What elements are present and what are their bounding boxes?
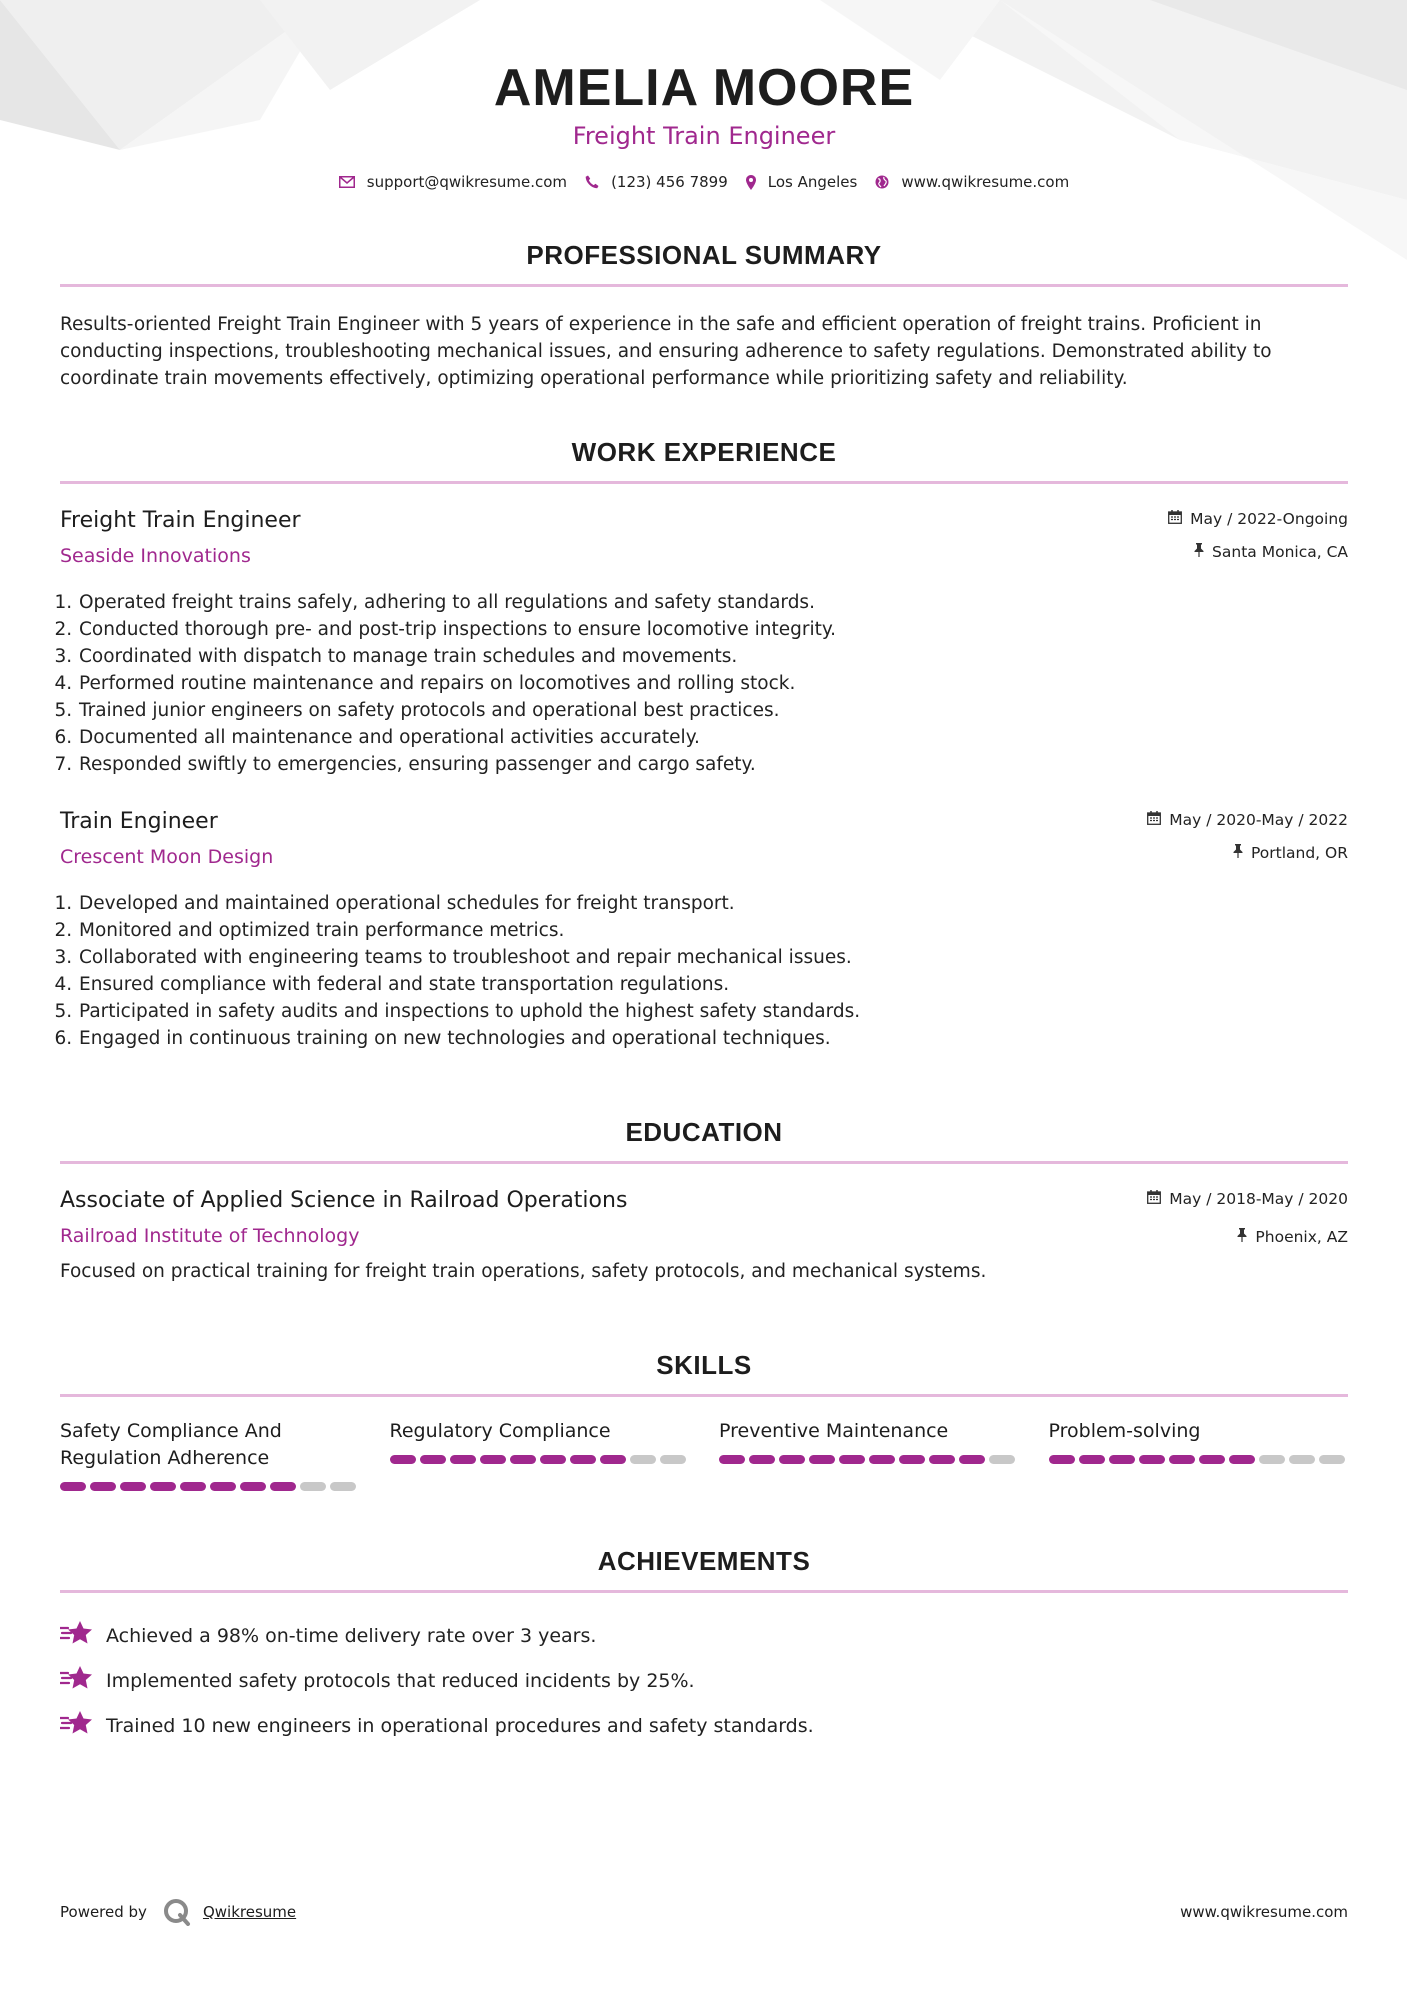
skill-item xyxy=(390,1418,690,1491)
education-dates: May / 2018-May / 2020 xyxy=(1169,1190,1348,1208)
globe-icon xyxy=(875,175,889,189)
skill-segment-filled xyxy=(809,1455,835,1464)
skills-list xyxy=(60,1418,1348,1491)
skill-segment-filled xyxy=(779,1455,805,1464)
skill-segment-empty xyxy=(989,1455,1015,1464)
achievements-list xyxy=(60,1613,1348,1748)
skill-segment-filled xyxy=(1139,1455,1165,1464)
section-title-summary: PROFESSIONAL SUMMARY xyxy=(526,240,882,270)
contact-location-text: Los Angeles xyxy=(767,173,858,191)
skill-segment-filled xyxy=(60,1482,86,1491)
list-item: 5. Trained junior engineers on safety protocols and operational best practices. xyxy=(78,697,1348,724)
candidate-title: Freight Train Engineer xyxy=(572,122,836,150)
map-pin-icon xyxy=(746,175,756,190)
experience-company: Seaside Innovations xyxy=(60,545,251,567)
experience-bullets xyxy=(60,589,1348,778)
skill-name: Preventive Maintenance xyxy=(719,1420,949,1442)
skill-segment-filled xyxy=(390,1455,416,1464)
list-item: 7. Responded swiftly to emergencies, ensuring passenger and cargo safety. xyxy=(78,751,1348,778)
skill-segment-filled xyxy=(749,1455,775,1464)
skill-segment-empty xyxy=(1259,1455,1285,1464)
experience-location: Santa Monica, CA xyxy=(1212,543,1348,561)
section-divider xyxy=(60,1590,1348,1593)
pushpin-icon xyxy=(1194,543,1204,561)
skill-segment-empty xyxy=(330,1482,356,1491)
skill-item xyxy=(719,1418,1019,1491)
skill-name: Regulatory Compliance xyxy=(389,1420,611,1442)
list-item: 4. Performed routine maintenance and repairs on locomotives and rolling stock. xyxy=(78,670,1348,697)
education-description: Focused on practical training for freight train operations, safety protocols, and mechanical systems. xyxy=(60,1261,987,1282)
list-item: 3. Collaborated with engineering teams to troubleshoot and repair mechanical issues. xyxy=(78,944,1348,971)
experience-dates: May / 2022-Ongoing xyxy=(1190,510,1348,528)
skill-segment-filled xyxy=(150,1482,176,1491)
skill-level-bar xyxy=(390,1455,690,1464)
education-location: Phoenix, AZ xyxy=(1255,1228,1348,1246)
skill-segment-filled xyxy=(869,1455,895,1464)
section-title-education: EDUCATION xyxy=(625,1117,783,1147)
achievement-text: Achieved a 98% on-time delivery rate over 3 years. xyxy=(106,1624,597,1647)
skill-segment-filled xyxy=(570,1455,596,1464)
skill-item xyxy=(1049,1418,1349,1491)
list-item xyxy=(60,1613,1348,1658)
skill-segment-empty xyxy=(630,1455,656,1464)
footer xyxy=(60,1898,1348,1926)
education-item xyxy=(60,1188,1348,1282)
experience-item xyxy=(60,508,1348,778)
skill-level-bar xyxy=(1049,1455,1349,1464)
skill-segment-filled xyxy=(899,1455,925,1464)
section-divider xyxy=(60,284,1348,287)
skill-segment-filled xyxy=(450,1455,476,1464)
pushpin-icon xyxy=(1233,844,1243,862)
skill-name: Problem-solving xyxy=(1048,1420,1201,1442)
skill-segment-filled xyxy=(90,1482,116,1491)
skill-segment-filled xyxy=(1229,1455,1255,1464)
experience-meta xyxy=(1147,811,1348,862)
skill-segment-filled xyxy=(420,1455,446,1464)
qwikresume-logo-icon xyxy=(163,1898,191,1926)
contact-info xyxy=(60,173,1348,191)
phone-icon xyxy=(585,175,599,189)
contact-email[interactable] xyxy=(339,173,567,191)
skill-segment-empty xyxy=(1289,1455,1315,1464)
skill-segment-filled xyxy=(1169,1455,1195,1464)
section-divider xyxy=(60,1161,1348,1164)
section-title-skills: SKILLS xyxy=(656,1350,752,1380)
shooting-star-icon xyxy=(60,1620,94,1651)
section-divider xyxy=(60,1394,1348,1397)
list-item: 3. Coordinated with dispatch to manage train schedules and movements. xyxy=(78,643,1348,670)
skill-segment-filled xyxy=(180,1482,206,1491)
skill-level-bar xyxy=(719,1455,1019,1464)
skill-segment-filled xyxy=(719,1455,745,1464)
education-degree: Associate of Applied Science in Railroad Operations xyxy=(60,1188,628,1213)
section-title-achievements: ACHIEVEMENTS xyxy=(597,1546,811,1576)
experience-company: Crescent Moon Design xyxy=(60,846,274,868)
experience-location: Portland, OR xyxy=(1250,844,1348,862)
skill-segment-filled xyxy=(839,1455,865,1464)
list-item: 1. Operated freight trains safely, adhering to all regulations and safety standards. xyxy=(78,589,1348,616)
achievement-text: Trained 10 new engineers in operational procedures and safety standards. xyxy=(106,1714,814,1737)
skill-segment-filled xyxy=(1049,1455,1075,1464)
skill-segment-filled xyxy=(540,1455,566,1464)
skill-segment-filled xyxy=(1079,1455,1105,1464)
candidate-name: AMELIA MOORE xyxy=(493,59,915,117)
section-divider xyxy=(60,481,1348,484)
summary-text: Results-oriented Freight Train Engineer with 5 years of experience in the safe and efficient operation of freight trains. Proficient in conducting inspections, troubleshooting mechanical issues, and ensuring adherence to safety regulations. Demonstrated ability to coordinate train movements effectively, optimizing operational performance while prioritizing safety and reliability. xyxy=(60,314,1272,389)
contact-location xyxy=(746,173,858,191)
skill-level-bar xyxy=(60,1482,360,1491)
experience-role: Freight Train Engineer xyxy=(60,508,301,533)
experience-meta xyxy=(1168,510,1348,561)
list-item xyxy=(60,1703,1348,1748)
education-meta xyxy=(1147,1190,1348,1246)
skill-segment-filled xyxy=(270,1482,296,1491)
achievement-text: Implemented safety protocols that reduced incidents by 25%. xyxy=(106,1669,695,1692)
contact-phone[interactable] xyxy=(585,173,728,191)
experience-role: Train Engineer xyxy=(60,809,218,834)
calendar-icon xyxy=(1168,510,1182,528)
skill-segment-filled xyxy=(929,1455,955,1464)
list-item: 5. Participated in safety audits and inspections to uphold the highest safety standards. xyxy=(78,998,1348,1025)
skill-name: Safety Compliance And Regulation Adherence xyxy=(60,1420,282,1469)
list-item: 6. Documented all maintenance and operational activities accurately. xyxy=(78,724,1348,751)
skill-segment-filled xyxy=(510,1455,536,1464)
skill-segment-filled xyxy=(600,1455,626,1464)
skill-segment-filled xyxy=(959,1455,985,1464)
experience-item xyxy=(60,809,1348,1052)
experience-bullets xyxy=(60,890,1348,1052)
calendar-icon xyxy=(1147,1190,1161,1208)
skill-segment-empty xyxy=(660,1455,686,1464)
calendar-icon xyxy=(1147,811,1161,829)
list-item: 1. Developed and maintained operational schedules for freight transport. xyxy=(78,890,1348,917)
experience-dates: May / 2020-May / 2022 xyxy=(1169,811,1348,829)
list-item: 6. Engaged in continuous training on new technologies and operational techniques. xyxy=(78,1025,1348,1052)
skill-item xyxy=(60,1418,360,1491)
envelope-icon xyxy=(339,176,355,188)
skill-segment-filled xyxy=(480,1455,506,1464)
section-title-experience: WORK EXPERIENCE xyxy=(571,437,837,467)
skill-segment-filled xyxy=(1109,1455,1135,1464)
skill-segment-empty xyxy=(300,1482,326,1491)
skill-segment-filled xyxy=(1199,1455,1225,1464)
list-item: 2. Monitored and optimized train performance metrics. xyxy=(78,917,1348,944)
list-item: 2. Conducted thorough pre- and post-trip inspections to ensure locomotive integrity. xyxy=(78,616,1348,643)
contact-website-text: www.qwikresume.com xyxy=(901,173,1070,191)
education-school: Railroad Institute of Technology xyxy=(60,1225,360,1247)
skill-segment-filled xyxy=(240,1482,266,1491)
shooting-star-icon xyxy=(60,1665,94,1696)
qwikresume-link[interactable]: Qwikresume xyxy=(202,1903,297,1921)
contact-website[interactable] xyxy=(875,173,1069,191)
skill-segment-filled xyxy=(120,1482,146,1491)
contact-email-text: support@qwikresume.com xyxy=(366,173,568,191)
footer-website[interactable]: www.qwikresume.com xyxy=(1180,1903,1348,1921)
pushpin-icon xyxy=(1237,1228,1247,1246)
list-item: 4. Ensured compliance with federal and state transportation regulations. xyxy=(78,971,1348,998)
shooting-star-icon xyxy=(60,1710,94,1741)
powered-by-label: Powered by xyxy=(60,1903,147,1921)
skill-segment-filled xyxy=(210,1482,236,1491)
contact-phone-text: (123) 456 7899 xyxy=(611,173,728,191)
skill-segment-empty xyxy=(1319,1455,1345,1464)
list-item xyxy=(60,1658,1348,1703)
